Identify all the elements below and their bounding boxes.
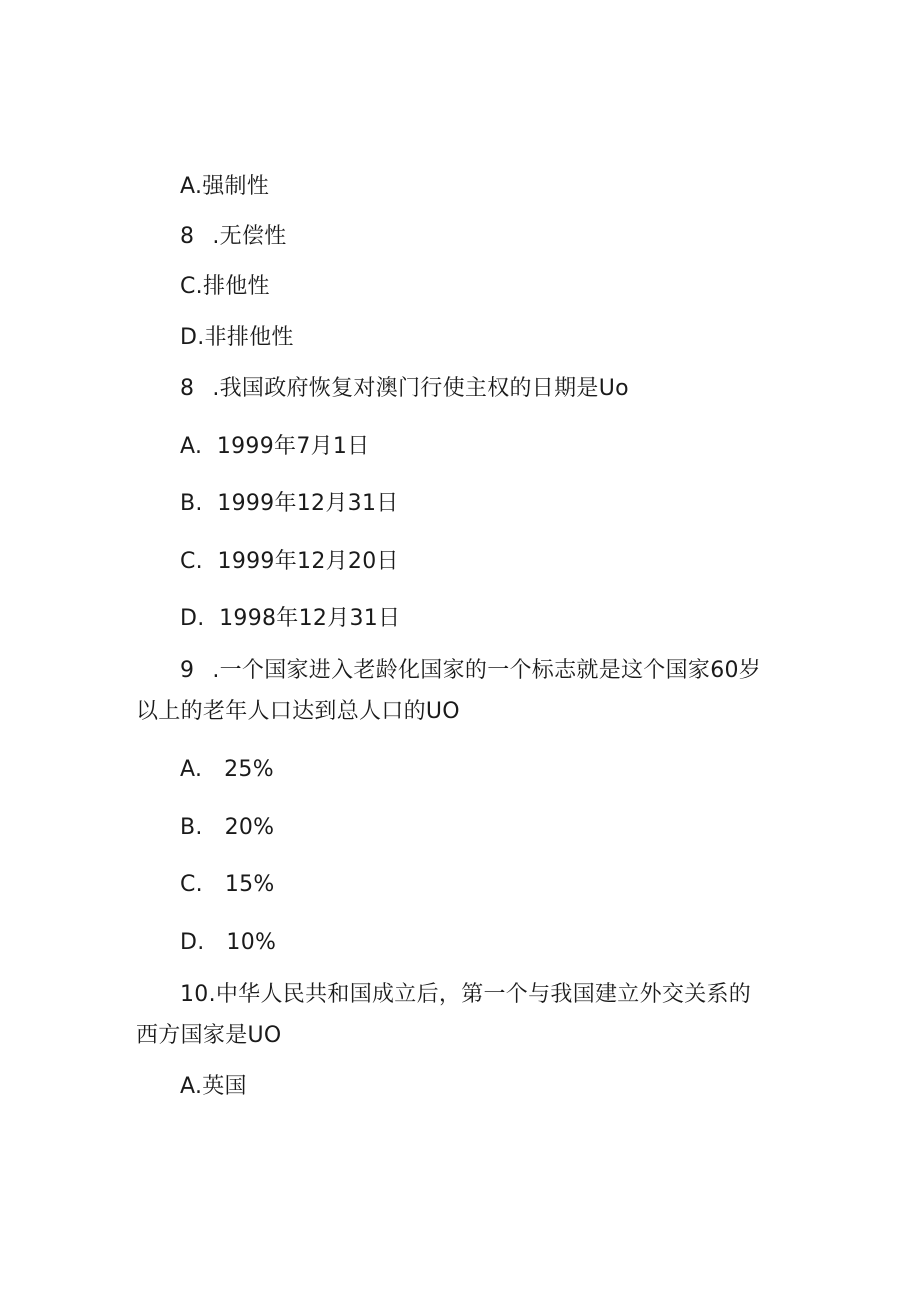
option-line [180,755,274,785]
option-line [180,489,399,519]
question-text: .我国政府恢复对澳门行使主权的日期是Uo [212,376,629,401]
option-text: A. 1999年7月1日 [180,434,370,459]
question-line [180,980,751,1010]
option-line [180,222,287,252]
option-line [180,928,276,958]
question-continuation [136,1021,282,1051]
option-line [180,547,399,577]
option-text: D. 1998年12月31日 [180,606,401,631]
option-line [180,172,269,202]
question-line [180,374,629,404]
option-text: A.强制性 [180,174,270,199]
question-text: 以上的老年人口达到总人口的UO [136,699,460,724]
question-continuation [136,697,460,727]
option-line [180,604,400,634]
option-line [180,323,294,353]
option-line [180,272,270,302]
option-line [180,870,275,900]
option-text: B. 1999年12月31日 [180,491,399,516]
option-line [180,432,370,462]
option-line [180,813,274,843]
option-text: C. 15% [180,872,275,897]
option-text: C.排他性 [180,274,270,299]
question-line [180,656,761,686]
question-number: 9 [180,658,195,683]
option-text: A.英国 [180,1074,247,1099]
question-text: 西方国家是UO [136,1023,282,1048]
question-text: .一个国家进入老龄化国家的一个标志就是这个国家60岁 [212,658,762,683]
option-text: D. 10% [180,930,277,955]
option-line [180,1072,247,1102]
question-text: 10.中华人民共和国成立后，第一个与我国建立外交关系的 [180,982,752,1007]
option-prefix: 8 [180,224,195,249]
option-text: C. 1999年12月20日 [180,549,399,574]
option-text: B. 20% [180,815,275,840]
option-text: A. 25% [180,757,274,782]
option-text: D.非排他性 [180,325,294,350]
option-text: .无偿性 [212,224,287,249]
question-number: 8 [180,376,195,401]
